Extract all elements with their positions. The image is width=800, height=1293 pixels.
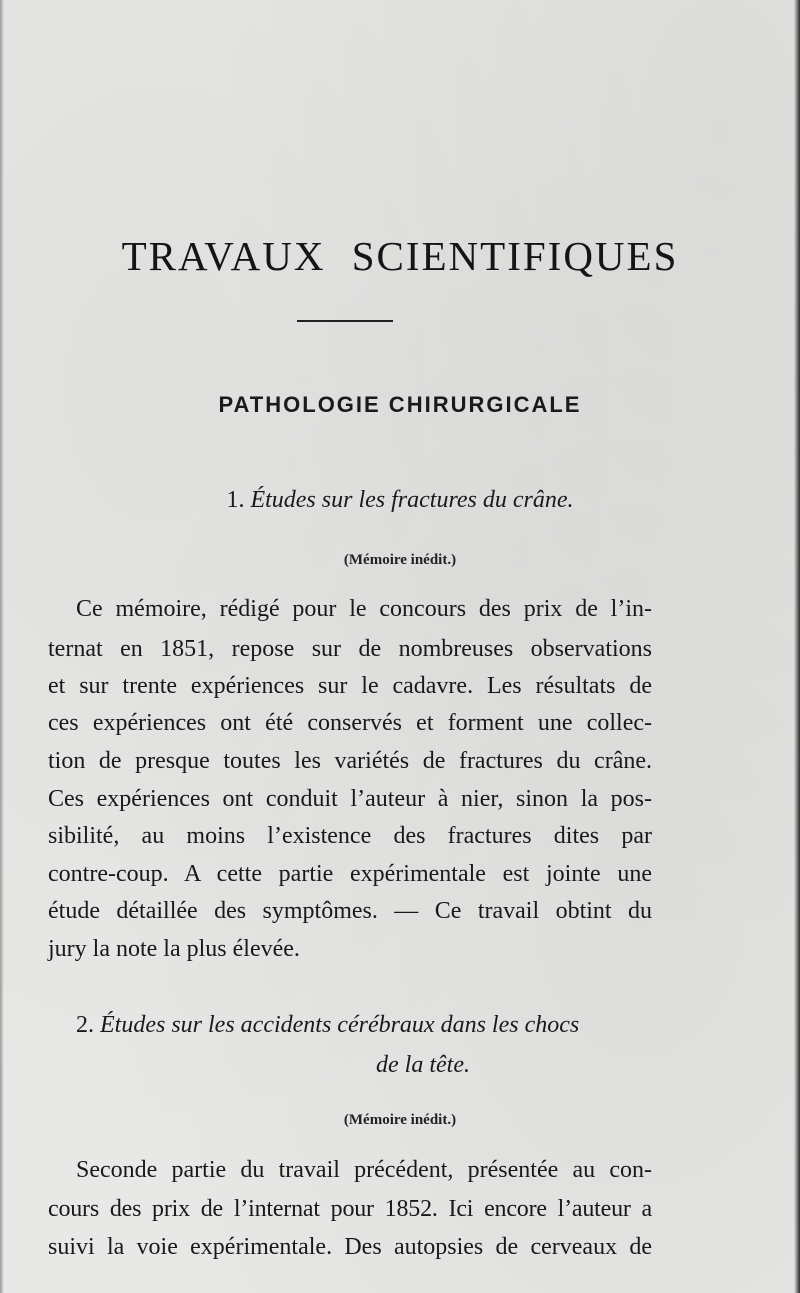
entry-1-line: ces expériences ont été conservés et forment une collec- <box>48 710 652 736</box>
entry-1-number: 1. <box>226 487 245 513</box>
entry-1-line: sibilité, au moins l’existence des fractures dites par <box>48 823 652 849</box>
entry-2-heading-cont <box>0 1052 800 1079</box>
entry-2-line: suivi la voie expérimentale. Des autopsies de cerveaux de <box>48 1234 652 1260</box>
entry-1-line: tion de presque toutes les variétés de fractures du crâne. <box>48 748 652 774</box>
entry-1-line: et sur trente expériences sur le cadavre. Les résultats de <box>48 673 652 699</box>
entry-2-note: (Mémoire inédit.) <box>343 1112 457 1128</box>
entry-1-line: Ce mémoire, rédigé pour le concours des prix de l’in- <box>76 596 652 622</box>
page-title: TRAVAUX SCIENTIFIQUES <box>121 233 679 279</box>
page-right-edge <box>794 0 800 1293</box>
entry-2-title-line-2: de la tête. <box>376 1052 470 1078</box>
entry-1-heading <box>0 487 800 514</box>
entry-1-title: Études sur les fractures du crâne. <box>250 487 574 513</box>
entry-1-line: jury la note la plus élevée. <box>48 936 300 962</box>
entry-1-line: étude détaillée des symptômes. — Ce travail obtint du <box>48 898 652 924</box>
page-left-edge <box>0 0 4 1293</box>
entry-2-line: Seconde partie du travail précédent, présentée au con- <box>76 1157 652 1183</box>
entry-1-line: ternat en 1851, repose sur de nombreuses observations <box>48 636 652 662</box>
entry-2-number: 2. <box>76 1012 94 1038</box>
entry-1-line: contre-coup. A cette partie expérimentale est jointe une <box>48 861 652 887</box>
title-rule <box>297 320 393 322</box>
entry-2-line: cours des prix de l’internat pour 1852. Ici encore l’auteur a <box>48 1196 652 1222</box>
section-title: PATHOLOGIE CHIRURGICALE <box>218 392 582 417</box>
entry-1-note: (Mémoire inédit.) <box>343 552 457 568</box>
entry-1-line: Ces expériences ont conduit l’auteur à nier, sinon la pos- <box>48 786 652 812</box>
entry-2-title-line-1: Études sur les accidents cérébraux dans les chocs <box>100 1012 580 1038</box>
